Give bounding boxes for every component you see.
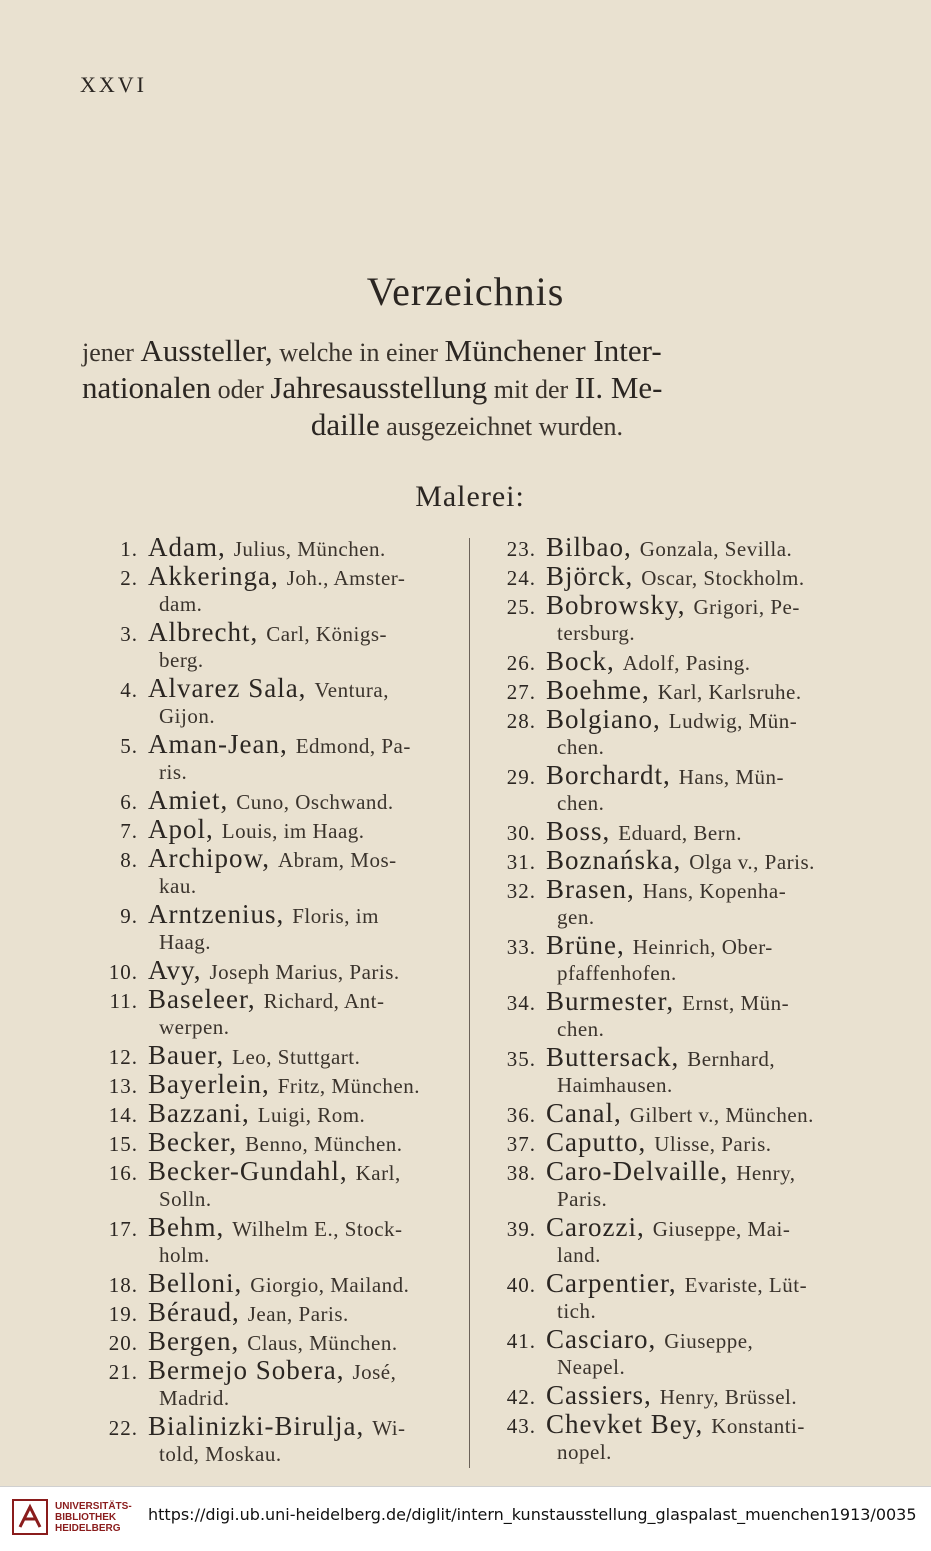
artist-details: Cuno, Oschwand. [236,790,394,814]
entry-number: 6. [120,790,138,814]
list-item [92,1327,457,1356]
entry-number: 3. [120,622,138,646]
artist-details: Karl, Karlsruhe. [657,680,802,704]
entry-continuation: Solln. [159,1187,212,1211]
entry-first-line [490,647,862,676]
artist-name: Caputto, [546,1127,647,1157]
artist-name: Akkeringa, [148,561,279,591]
list-item [490,1157,862,1213]
entry-number: 25. [506,595,536,619]
artist-details: Henry, [736,1161,796,1185]
entry-first-line [92,1213,457,1242]
artist-details: Ernst, Mün- [682,991,790,1015]
list-item [92,674,457,730]
artist-details: Wi- [372,1416,406,1440]
artist-name: Adam, [148,532,226,562]
entry-number: 11. [109,989,138,1013]
entry-first-line [92,815,457,844]
artist-name: Archipow, [148,843,270,873]
subtitle-segment: ausgezeichnet wurden. [379,412,624,441]
list-item [490,931,862,987]
entry-first-line [92,956,457,985]
artist-name: Baseleer, [148,984,256,1014]
list-item [92,1356,457,1412]
subtitle-segment: mit der [487,375,575,404]
entry-first-line [92,1041,457,1070]
entry-continuation: Haimhausen. [557,1073,673,1097]
entry-number: 18. [108,1273,138,1297]
artist-name: Bergen, [148,1326,240,1356]
entry-number: 42. [506,1385,536,1409]
entry-number: 13. [108,1074,138,1098]
entry-first-line [92,844,457,873]
entry-first-line [490,1381,862,1410]
subtitle-segment: Jahresausstellung [270,370,488,405]
subtitle-segment: oder [211,375,271,404]
entry-first-line [92,985,457,1014]
artist-details: Olga v., Paris. [689,850,815,874]
column-divider [469,538,470,1468]
artist-details: Wilhelm E., Stock- [232,1217,403,1241]
list-item [490,817,862,846]
artist-name: Bermejo Sobera, [148,1355,345,1385]
entry-number: 36. [506,1103,536,1127]
entry-first-line [92,1157,457,1186]
entry-number: 43. [506,1414,536,1438]
entry-first-line [490,817,862,846]
list-item [490,761,862,817]
footer-bar [0,1486,931,1551]
artist-name: Arntzenius, [148,899,285,929]
entry-number: 35. [506,1047,536,1071]
entry-continuation: Madrid. [159,1386,230,1410]
artist-details: Gonzala, Sevilla. [639,537,793,561]
list-item [92,1298,457,1327]
artist-name: Buttersack, [546,1042,680,1072]
artist-details: Richard, Ant- [263,989,385,1013]
list-item [490,987,862,1043]
list-item [92,985,457,1041]
list-item [92,956,457,985]
entry-first-line [92,730,457,759]
entry-first-line [490,1269,862,1298]
entry-continuation: berg. [159,648,204,672]
artist-name: Boznańska, [546,845,682,875]
library-name-line: HEIDELBERG [55,1523,121,1534]
page-title: Verzeichnis [366,269,565,314]
entry-number: 15. [108,1132,138,1156]
entry-number: 8. [120,848,138,872]
entry-number: 40. [506,1273,536,1297]
entry-continuation: Neapel. [557,1355,626,1379]
list-item [490,1128,862,1157]
entry-number: 12. [108,1045,138,1069]
list-item [490,1043,862,1099]
artist-details: Oscar, Stockholm. [641,566,805,590]
entry-continuation: pfaffenhofen. [557,961,677,985]
list-item [92,1070,457,1099]
entry-first-line [92,1128,457,1157]
entry-continuation: tich. [557,1299,597,1323]
list-item [92,815,457,844]
list-item [490,533,862,562]
entry-number: 20. [108,1331,138,1355]
list-item [92,1128,457,1157]
entry-first-line [92,562,457,591]
list-item [92,618,457,674]
list-item [92,1157,457,1213]
artist-name: Burmester, [546,986,675,1016]
artist-name: Apol, [148,814,214,844]
list-item [490,1381,862,1410]
artist-name: Amiet, [148,785,229,815]
entry-first-line [92,674,457,703]
list-item [490,676,862,705]
entry-continuation: Paris. [557,1187,608,1211]
artist-details: Eduard, Bern. [618,821,742,845]
entry-continuation: gen. [557,905,595,929]
artist-name: Belloni, [148,1268,243,1298]
artist-details: Karl, [355,1161,401,1185]
artist-name: Carozzi, [546,1212,645,1242]
subtitle-segment: Münchener Inter- [444,333,662,368]
entry-number: 1. [120,537,138,561]
artist-name: Bazzani, [148,1098,250,1128]
left-column [92,533,457,1468]
entry-continuation: dam. [159,592,203,616]
artist-details: Luigi, Rom. [257,1103,366,1127]
entry-first-line [490,676,862,705]
library-name-line: BIBLIOTHEK [55,1512,117,1523]
entry-first-line [92,1327,457,1356]
artist-name: Albrecht, [148,617,259,647]
entry-first-line [92,1070,457,1099]
entry-number: 31. [506,850,536,874]
entry-first-line [490,533,862,562]
artist-name: Becker-Gundahl, [148,1156,348,1186]
entry-number: 21. [108,1360,138,1384]
artist-details: Claus, München. [247,1331,398,1355]
artist-details: Giuseppe, [664,1329,754,1353]
entry-first-line [92,1412,457,1441]
artist-details: Floris, im [292,904,379,928]
artist-name: Brasen, [546,874,635,904]
entry-continuation: ris. [159,760,188,784]
subtitle-segment: welche in einer [272,338,445,367]
list-item [92,1269,457,1298]
entry-first-line [490,1043,862,1072]
artist-details: Joseph Marius, Paris. [209,960,400,984]
entry-continuation: Gijon. [159,704,216,728]
entry-first-line [92,1099,457,1128]
entry-number: 19. [108,1302,138,1326]
subtitle-segment: daille [310,407,380,442]
entry-continuation: nopel. [557,1440,612,1464]
entry-number: 33. [506,935,536,959]
entry-first-line [92,1356,457,1385]
entry-first-line [490,875,862,904]
artist-details: Edmond, Pa- [295,734,411,758]
entry-first-line [490,1128,862,1157]
entry-first-line [92,533,457,562]
entry-first-line [92,1298,457,1327]
entry-first-line [490,1157,862,1186]
entry-number: 22. [108,1416,138,1440]
library-name-line: UNIVERSITÄTS- [55,1501,132,1512]
entry-first-line [490,931,862,960]
entry-number: 10. [108,960,138,984]
list-item [92,786,457,815]
library-name [55,1501,132,1534]
entry-first-line [490,705,862,734]
artist-name: Boehme, [546,675,650,705]
list-item [490,562,862,591]
entry-first-line [490,591,862,620]
list-item [92,1099,457,1128]
artist-name: Casciaro, [546,1324,657,1354]
entry-number: 37. [506,1132,536,1156]
entry-first-line [490,1325,862,1354]
entry-number: 23. [506,537,536,561]
artist-details: Julius, München. [233,537,386,561]
artist-details: Jean, Paris. [247,1302,349,1326]
list-item [490,875,862,931]
list-item [92,730,457,786]
list-item [490,1325,862,1381]
artist-details: Leo, Stuttgart. [232,1045,361,1069]
artist-name: Bolgiano, [546,704,661,734]
list-item [490,647,862,676]
entry-continuation: werpen. [159,1015,230,1039]
entry-number: 41. [506,1329,536,1353]
artist-details: Adolf, Pasing. [622,651,751,675]
entry-number: 14. [108,1103,138,1127]
entry-number: 24. [506,566,536,590]
artist-details: Hans, Kopenha- [642,879,787,903]
artist-name: Boss, [546,816,611,846]
entry-first-line [92,900,457,929]
artist-details: Abram, Mos- [277,848,397,872]
subtitle-segment: II. Me- [574,370,663,405]
artist-details: Ventura, [314,678,389,702]
list-item [490,591,862,647]
artist-name: Bauer, [148,1040,225,1070]
artist-name: Chevket Bey, [546,1409,704,1439]
artist-name: Canal, [546,1098,622,1128]
entry-first-line [92,786,457,815]
artist-details: Giorgio, Mailand. [250,1273,410,1297]
section-heading: Malerei: [415,480,525,513]
artist-name: Cassiers, [546,1380,652,1410]
entry-first-line [92,618,457,647]
entry-first-line [490,846,862,875]
entry-number: 29. [506,765,536,789]
artist-name: Bobrowsky, [546,590,686,620]
entry-first-line [490,761,862,790]
entry-continuation: land. [557,1243,601,1267]
artist-name: Carpentier, [546,1268,677,1298]
artist-details: Gilbert v., München. [629,1103,814,1127]
artist-name: Bayerlein, [148,1069,270,1099]
right-column [490,533,862,1466]
artist-details: Hans, Mün- [678,765,785,789]
subtitle-line-1 [82,333,852,370]
artist-name: Caro-Delvaille, [546,1156,729,1186]
subtitle-segment: nationalen [82,370,212,405]
list-item [92,562,457,618]
artist-name: Alvarez Sala, [148,673,307,703]
artist-name: Becker, [148,1127,238,1157]
entry-continuation: Haag. [159,930,212,954]
artist-name: Aman-Jean, [148,729,288,759]
entry-number: 17. [108,1217,138,1241]
list-item [92,1041,457,1070]
entry-continuation: told, Moskau. [159,1442,282,1466]
artist-details: Joh., Amster- [286,566,406,590]
list-item [92,533,457,562]
heidelberg-library-logo-icon [12,1499,48,1535]
entry-number: 27. [506,680,536,704]
list-item [92,900,457,956]
entry-continuation: holm. [159,1243,210,1267]
artist-name: Bialinizki-Birulja, [148,1411,365,1441]
subtitle-segment: Aussteller, [140,333,273,368]
entry-first-line [490,1410,862,1439]
artist-details: Benno, München. [245,1132,403,1156]
list-item [490,846,862,875]
artist-details: Giuseppe, Mai- [652,1217,791,1241]
artist-name: Brüne, [546,930,625,960]
list-item [92,1412,457,1468]
entry-first-line [490,1213,862,1242]
artist-details: Evariste, Lüt- [684,1273,808,1297]
artist-details: Fritz, München. [277,1074,420,1098]
entry-number: 7. [120,819,138,843]
entry-number: 9. [120,904,138,928]
entry-number: 16. [108,1161,138,1185]
entry-first-line [92,1269,457,1298]
entry-first-line [490,987,862,1016]
entry-first-line [490,562,862,591]
list-item [490,705,862,761]
artist-details: Konstanti- [711,1414,805,1438]
artist-name: Bock, [546,646,615,676]
entry-continuation: chen. [557,735,605,759]
list-item [92,1213,457,1269]
subtitle-segment: jener [82,338,141,367]
artist-name: Behm, [148,1212,225,1242]
list-item [490,1099,862,1128]
artist-details: Heinrich, Ober- [632,935,773,959]
entry-continuation: tersburg. [557,621,636,645]
entry-number: 38. [506,1161,536,1185]
list-item [490,1213,862,1269]
list-item [490,1269,862,1325]
subtitle [82,333,852,444]
entry-number: 32. [506,879,536,903]
list-item [92,844,457,900]
page-number: XXVI [80,72,147,97]
entry-number: 26. [506,651,536,675]
artist-details: Ludwig, Mün- [668,709,798,733]
artist-name: Avy, [148,955,202,985]
entry-number: 39. [506,1217,536,1241]
artist-details: Carl, Königs- [266,622,388,646]
subtitle-line-2 [82,370,852,407]
artist-details: Grigori, Pe- [693,595,800,619]
entry-number: 2. [120,566,138,590]
entry-number: 28. [506,709,536,733]
artist-name: Björck, [546,561,634,591]
subtitle-line-3 [82,407,852,444]
entry-number: 30. [506,821,536,845]
artist-details: Louis, im Haag. [221,819,365,843]
entry-first-line [490,1099,862,1128]
entry-continuation: kau. [159,874,197,898]
entry-number: 5. [120,734,138,758]
entry-continuation: chen. [557,791,605,815]
entry-continuation: chen. [557,1017,605,1041]
artist-name: Borchardt, [546,760,671,790]
artist-name: Bilbao, [546,532,632,562]
entry-number: 34. [506,991,536,1015]
artist-details: Ulisse, Paris. [654,1132,772,1156]
artist-details: Henry, Brüssel. [659,1385,798,1409]
artist-details: José, [352,1360,397,1384]
source-url-link[interactable]: https://digi.ub.uni-heidelberg.de/diglit/intern_kunstausstellung_glaspalast_muenchen1913/0035 [148,1505,917,1524]
artist-details: Bernhard, [687,1047,776,1071]
entry-number: 4. [120,678,138,702]
artist-name: Béraud, [148,1297,240,1327]
list-item [490,1410,862,1466]
